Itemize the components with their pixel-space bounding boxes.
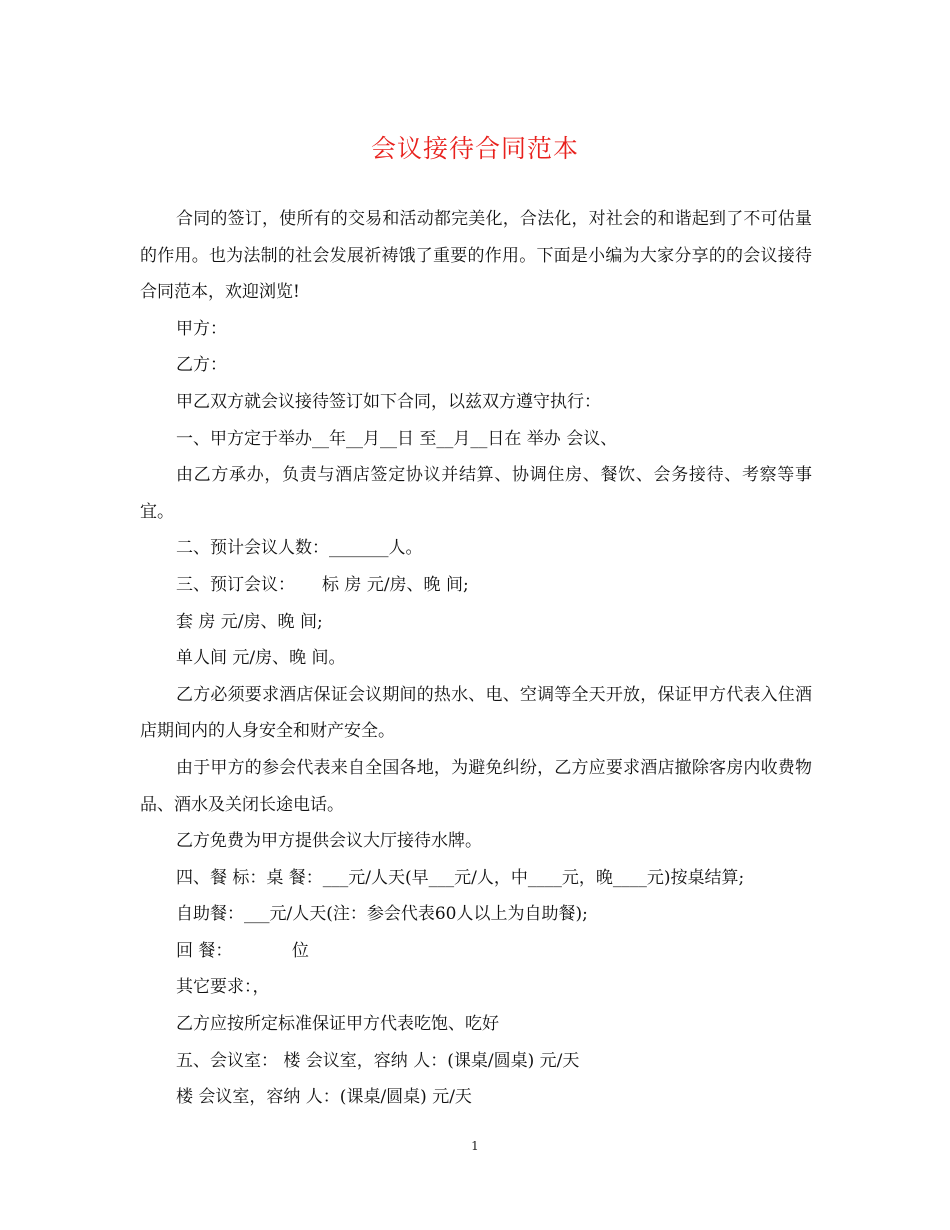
buffet-line: 自助餐：___元/人天(注：参会代表60人以上为自助餐);	[176, 904, 588, 925]
meeting-room-line: 楼 会议室，容纳 人：(课桌/圆桌) 元/天	[176, 1087, 472, 1108]
other-requirements-line: 其它要求：，	[176, 977, 270, 998]
party-b-line: 乙方：	[176, 355, 227, 376]
clause-1-detail: 由乙方承办，负责与酒店签定协议并结算、协调住房、餐饮、会务接待、考察等事宜。	[140, 465, 812, 522]
hotel-service-paragraph: 乙方必须要求酒店保证会议期间的热水、电、空调等全天开放，保证甲方代表入住酒店期间内的人身安全和财产安全。	[140, 684, 812, 742]
clause-4-line: 四、餐 标：桌 餐：___元/人天(早___元/人，中____元，晚____元)按桌结算;	[176, 867, 745, 888]
agreement-line: 甲乙双方就会议接待签订如下合同，以兹双方遵守执行：	[176, 391, 601, 412]
clause-2-line: 二、预计会议人数：_______人。	[176, 538, 423, 559]
clause-3-line: 三、预订会议： 标 房 元/房、晚 间;	[176, 574, 469, 595]
return-meal-line: 回 餐： 位	[176, 940, 309, 961]
suite-room-line: 套 房 元/房、晚 间;	[176, 611, 323, 632]
room-items-paragraph: 由于甲方的参会代表来自全国各地，为避免纠纷，乙方应要求酒店撤除客房内收费物品、酒水及关闭长途电话。	[140, 757, 812, 815]
single-room-line: 单人间 元/房、晚 间。	[176, 648, 346, 669]
clause-5-line: 五、会议室： 楼 会议室，容纳 人：(课桌/圆桌) 元/天	[176, 1050, 580, 1071]
party-a-line: 甲方：	[176, 318, 227, 339]
document-title: 会议接待合同范本	[370, 134, 579, 163]
signboard-line: 乙方免费为甲方提供会议大厅接待水牌。	[176, 831, 482, 852]
intro-paragraph: 合同的签订，使所有的交易和活动都完美化，合法化，对社会的和谐起到了不可估量的作用。也为法制的社会发展祈祷饿了重要的作用。下面是小编为大家分享的的会议接待合同范本，欢迎浏览!	[140, 209, 812, 303]
page-number: 1	[471, 1139, 479, 1153]
clause-1-line: 一、甲方定于举办__年__月__日 至__月__日在 举办 会议、	[176, 428, 618, 449]
meal-standard-line: 乙方应按所定标准保证甲方代表吃饱、吃好	[176, 1014, 499, 1035]
document-body	[140, 201, 812, 1116]
